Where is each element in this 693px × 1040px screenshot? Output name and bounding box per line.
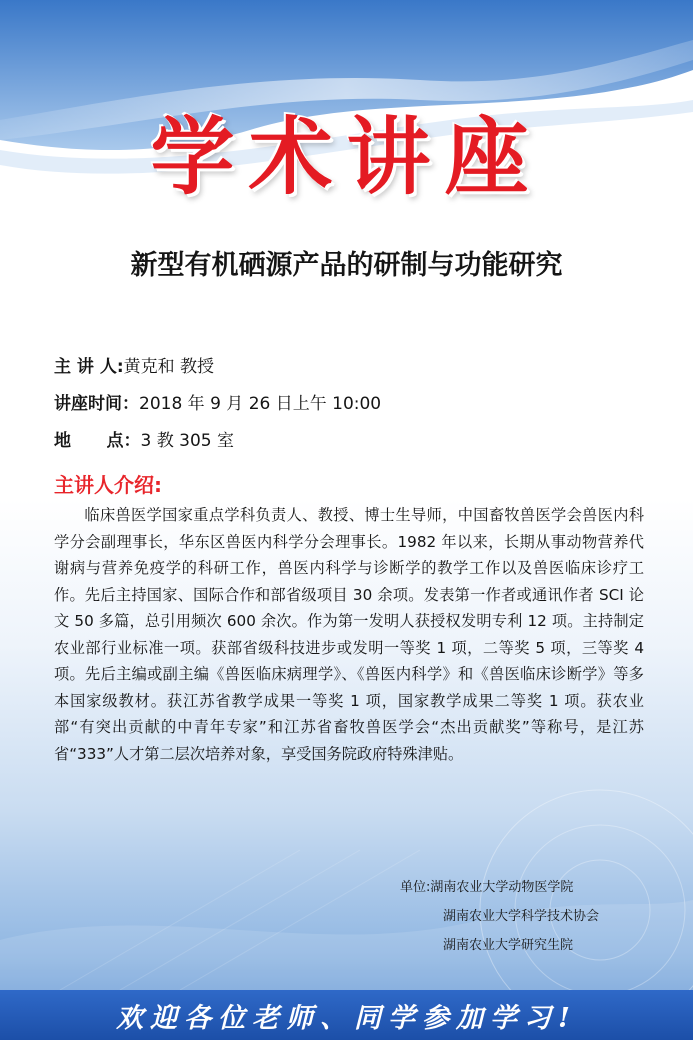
welcome-banner xyxy=(0,990,693,1040)
place-value: 3 教 305 室 xyxy=(140,431,234,451)
speaker-label: 主 讲 人: xyxy=(54,357,124,377)
unit-item: 湖南农业大学动物医学院 xyxy=(430,880,574,895)
unit-row-1 xyxy=(400,876,573,895)
welcome-text: 欢迎各位老师、同学参加学习! xyxy=(116,1003,577,1034)
place-row xyxy=(54,426,234,451)
lecture-title: 新型有机硒源产品的研制与功能研究 xyxy=(130,250,563,281)
time-label: 讲座时间： xyxy=(54,394,139,414)
speaker-bio: 临床兽医学国家重点学科负责人、教授、博士生导师，中国畜牧兽医学会兽医内科学分会副理事长，华东区兽医内科学分会理事长。1982 年以来，长期从事动物营养代谢病与营养免疫学的科研工作，兽医内科学与诊断学的教学工作以及兽医临床诊疗工作。先后主持国家、国际合作和部省级项目 30 余项。发表第一作者或通讯作者 SCI 论文 50 多篇，总引用频次 600 余次。作为第一发明人获授权发明专利 12 项。主持制定农业部行业标准一项。获部省级科技进步或发明一等奖 1 项，二等奖 5 项，三等奖 4 项。先后主编或副主编《兽医临床病理学》、《兽医内科学》和《兽医临床诊断学》等多本国家级教材。获江苏省教学成果一等奖 1 项，国家教学成果二等奖 1 项。获农业部“有突出贡献的中青年专家”和江苏省畜牧兽医学会“杰出贡献奖”等称号，是江苏省“333”人才第二层次培养对象，享受国务院政府特殊津贴。 xyxy=(54,506,644,763)
speaker-row xyxy=(54,352,214,377)
poster-headline: 学术讲座 xyxy=(150,107,543,206)
unit-label: 单位: xyxy=(400,880,431,895)
unit-item: 湖南农业大学科学技术协会 xyxy=(443,909,600,924)
intro-heading: 主讲人介绍: xyxy=(54,473,162,497)
place-label: 地 点： xyxy=(54,431,141,451)
speaker-value: 黄克和 教授 xyxy=(123,357,215,377)
unit-item: 湖南农业大学研究生院 xyxy=(443,938,574,953)
bottom-tech-decoration xyxy=(0,760,693,990)
time-row xyxy=(54,389,381,414)
time-value: 2018 年 9 月 26 日上午 10:00 xyxy=(139,394,382,414)
